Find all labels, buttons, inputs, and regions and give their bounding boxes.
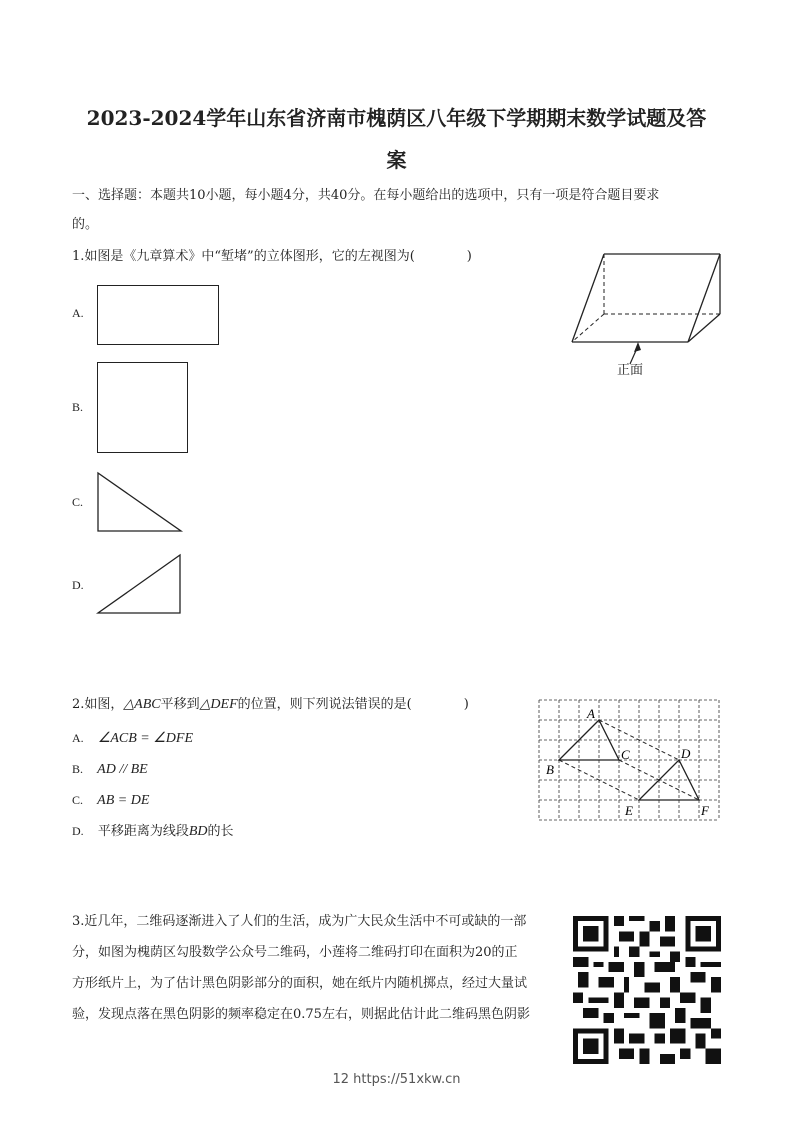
q2-point-a: A <box>587 706 595 721</box>
q1-option-d-letter: D. <box>72 578 84 592</box>
q2-option-a <box>72 727 193 750</box>
q1-option-b-letter: B. <box>72 400 84 414</box>
q2-option-d-suffix: 的长 <box>207 824 234 839</box>
q2-option-a-text: ∠ACB = ∠DFE <box>97 731 194 746</box>
q1-option-d-triangle <box>95 552 187 618</box>
q1-stem: 1.如图是《九章算术》中“堑堵”的立体图形，它的左视图为( ) <box>72 249 472 264</box>
q1-option-a-rectangle <box>97 285 219 345</box>
q3-line-2: 分，如图为槐荫区勾股数学公众号二维码，小莲将二维码打印在面积为20的正 <box>72 945 518 960</box>
q2-option-c-text: AB = DE <box>97 793 150 808</box>
q2-stem <box>72 694 469 716</box>
q2-option-b-letter: B. <box>72 762 84 776</box>
q2-stem-prefix: 2.如图， <box>72 697 124 712</box>
q2-option-b <box>72 758 148 781</box>
q1-option-b-square <box>97 362 188 453</box>
q2-stem-suffix: 的位置，则下列说法错误的是( ) <box>237 697 469 712</box>
section-instruction-line2: 的。 <box>72 217 99 232</box>
q2-option-d <box>72 820 234 843</box>
q3-line-3: 方形纸片上，为了估计黑色阴影部分的面积，她在纸片内随机掷点，经过大量试 <box>72 976 528 991</box>
q1-option-c-letter: C. <box>72 495 84 509</box>
q2-point-e: E <box>625 803 633 818</box>
page-footer: 12 https://51xkw.cn <box>332 1072 461 1087</box>
q2-grid-figure <box>537 698 723 822</box>
q2-stem-mid: 平移到 <box>160 697 200 712</box>
page-title-line2: 案 <box>386 148 407 172</box>
q2-point-d: D <box>681 746 691 761</box>
page-title-line1: 2023-2024学年山东省济南市槐荫区八年级下学期期末数学试题及答 <box>86 106 707 130</box>
section-instruction-line1: 一、选择题：本题共10小题，每小题4分，共40分。在每小题给出的选项中，只有一项是符合题目要求 <box>72 188 660 203</box>
q2-option-d-prefix: 平移距离为线段 <box>97 824 189 839</box>
q2-option-d-math: BD <box>188 824 208 839</box>
q2-option-b-text: AD // BE <box>97 762 148 777</box>
q1-option-a-letter: A. <box>72 306 84 320</box>
q2-stem-def: △DEF <box>199 697 238 712</box>
q2-point-b: B <box>546 762 554 777</box>
q2-stem-abc: △ABC <box>123 697 161 712</box>
q2-option-c-letter: C. <box>72 793 84 807</box>
q2-point-f: F <box>701 803 709 818</box>
q3-qr-code-image <box>573 916 721 1064</box>
q2-option-c <box>72 789 149 812</box>
q2-option-d-letter: D. <box>72 824 84 838</box>
q2-option-a-letter: A. <box>72 731 84 745</box>
q1-prism-figure <box>560 248 730 388</box>
q3-line-1: 3.近几年，二维码逐渐进入了人们的生活，成为广大民众生活中不可或缺的一部 <box>72 914 527 929</box>
q1-option-c-triangle <box>95 470 187 534</box>
q1-front-label: 正面 <box>617 363 644 378</box>
q3-line-4: 验，发现点落在黑色阴影的频率稳定在0.75左右，则据此估计此二维码黑色阴影 <box>72 1007 530 1022</box>
q2-point-c: C <box>621 747 630 762</box>
